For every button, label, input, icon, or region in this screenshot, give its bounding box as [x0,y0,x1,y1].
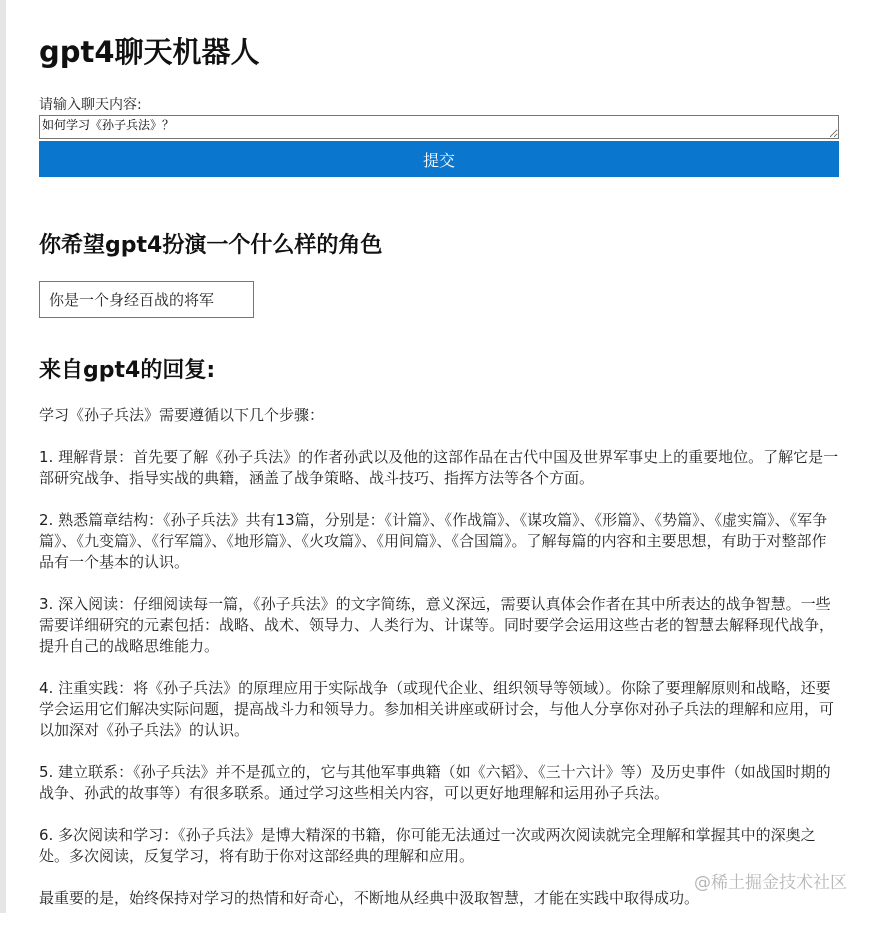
role-input[interactable] [39,281,254,318]
chat-input-label: 请输入聊天内容: [39,97,142,113]
role-heading: 你希望gpt4扮演一个什么样的角色 [39,233,383,258]
reply-paragraph: 4. 注重实践：将《孙子兵法》的原理应用于实际战争（或现代企业、组织领导等领域）。你除了要理解原则和战略，还要学会运用它们解决实际问题，提高战斗力和领导力。参加相关讲座或研讨会，与他人分享你对孙子兵法的理解和应用，可以加深对《孙子兵法》的认识。 [39,679,835,739]
reply-paragraph: 5. 建立联系：《孙子兵法》并不是孤立的，它与其他军事典籍（如《六韬》、《三十六计》等）及历史事件（如战国时期的战争、孙武的故事等）有很多联系。通过学习这些相关内容，可以更好地理解和运用孙子兵法。 [39,763,831,802]
reply-paragraph: 6. 多次阅读和学习：《孙子兵法》是博大精深的书籍，你可能无法通过一次或两次阅读就完全理解和掌握其中的深奥之处。多次阅读，反复学习，将有助于你对这部经典的理解和应用。 [39,826,816,865]
chat-input[interactable] [39,115,839,139]
reply-paragraph: 2. 熟悉篇章结构：《孙子兵法》共有13篇，分别是：《计篇》、《作战篇》、《谋攻篇》、《形篇》、《势篇》、《虚实篇》、《军争篇》、《九变篇》、《行军篇》、《地形篇》、《火攻篇》、《用间篇》、《合国篇》。了解每篇的内容和主要思想，有助于对整部作品有一个基本的认识。 [39,511,828,571]
window-left-edge [0,0,6,913]
reply-paragraph: 最重要的是，始终保持对学习的热情和好奇心，不断地从经典中汲取智慧，才能在实践中取得成功。 [39,889,700,907]
reply-content [39,405,839,930]
reply-paragraph: 3. 深入阅读：仔细阅读每一篇，《孙子兵法》的文字简练，意义深远，需要认真体会作者在其中所表达的战争智慧。一些需要详细研究的元素包括：战略、战术、领导力、人类行为、计谋等。同时要学会运用这些古老的智慧去解释现代战争，提升自己的战略思维能力。 [39,595,835,655]
submit-button[interactable]: 提交 [39,141,839,177]
reply-paragraph: 1. 理解背景：首先要了解《孙子兵法》的作者孙武以及他的这部作品在古代中国及世界军事史上的重要地位。了解它是一部研究战争、指导实战的典籍，涵盖了战争策略、战斗技巧、指挥方法等各个方面。 [39,448,839,487]
watermark: @稀土掘金技术社区 [694,873,847,893]
page-title: gpt4聊天机器人 [39,35,260,69]
reply-heading: 来自gpt4的回复: [39,358,216,383]
reply-paragraph: 学习《孙子兵法》需要遵循以下几个步骤： [39,406,325,424]
